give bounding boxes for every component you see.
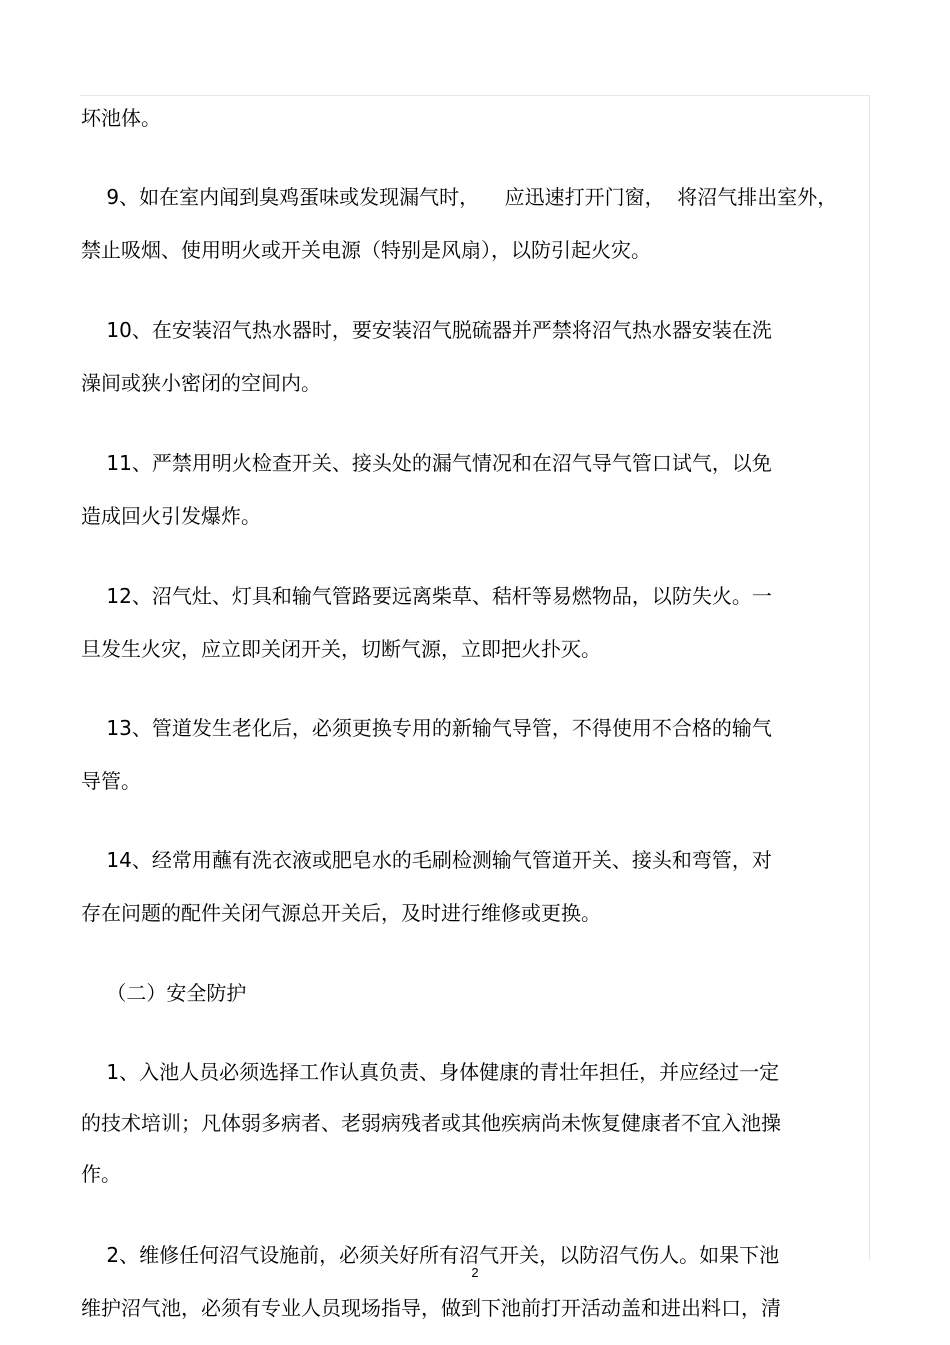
text-line: 2、维修任何沼气设施前，必须关好所有沼气开关，以防沼气伤人。如果下池 [81, 1243, 780, 1267]
section-heading: （二）安全防护 [81, 981, 247, 1005]
text-line: 14、经常用蘸有洗衣液或肥皂水的毛刷检测输气管道开关、接头和弯管，对 [81, 848, 772, 872]
text-line: 旦发生火灾，应立即关闭开关，切断气源，立即把火扑灭。 [81, 637, 601, 661]
text-line: 的技术培训；凡体弱多病者、老弱病残者或其他疾病尚未恢复健康者不宜入池操 [81, 1111, 781, 1135]
text-line: 9、如在室内闻到臭鸡蛋味或发现漏气时， 应迅速打开门窗， 将沼气排出室外， [81, 185, 838, 209]
text-line: 维护沼气池，必须有专业人员现场指导，做到下池前打开活动盖和进出料口，清 [81, 1296, 781, 1320]
text-line: 1、入池人员必须选择工作认真负责、身体健康的青壮年担任，并应经过一定 [81, 1060, 780, 1084]
text-line: 作。 [81, 1162, 121, 1186]
text-line: 禁止吸烟、使用明火或开关电源（特别是风扇），以防引起火灾。 [81, 238, 651, 262]
text-line: 存在问题的配件关闭气源总开关后，及时进行维修或更换。 [81, 901, 601, 925]
page-top-border [80, 95, 870, 96]
text-line: 13、管道发生老化后，必须更换专用的新输气导管，不得使用不合格的输气 [81, 716, 772, 740]
text-line: 澡间或狭小密闭的空间内。 [81, 371, 321, 395]
page-number: 2 [471, 1265, 479, 1280]
page-right-border [869, 95, 870, 1260]
text-line: 12、沼气灶、灯具和输气管路要远离柴草、秸杆等易燃物品，以防失火。一 [81, 584, 772, 608]
text-line: 造成回火引发爆炸。 [81, 504, 261, 528]
text-line: 坏池体。 [81, 106, 161, 130]
text-line: 10、在安装沼气热水器时，要安装沼气脱硫器并严禁将沼气热水器安装在洗 [81, 318, 772, 342]
text-line: 11、严禁用明火检查开关、接头处的漏气情况和在沼气导气管口试气，以免 [81, 451, 772, 475]
document-body [81, 100, 843, 1321]
text-line: 导管。 [81, 769, 141, 793]
